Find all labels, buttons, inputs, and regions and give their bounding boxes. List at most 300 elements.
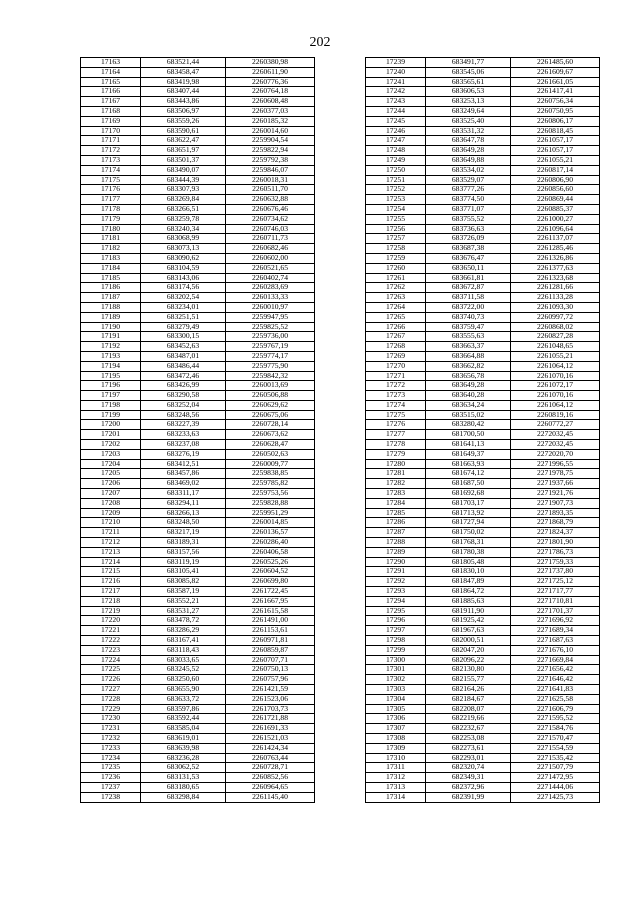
table-row bbox=[81, 410, 315, 420]
point-number-cell: 17201 bbox=[81, 430, 141, 440]
point-number-cell: 17228 bbox=[81, 694, 141, 704]
x-coordinate-cell: 683647,78 bbox=[426, 136, 511, 146]
point-number-cell: 17259 bbox=[366, 253, 426, 263]
y-coordinate-cell: 2261064,12 bbox=[511, 400, 600, 410]
y-coordinate-cell: 2261721,88 bbox=[226, 714, 315, 724]
point-number-cell: 17205 bbox=[81, 469, 141, 479]
table-row bbox=[366, 342, 600, 352]
point-number-cell: 17262 bbox=[366, 283, 426, 293]
point-number-cell: 17245 bbox=[366, 116, 426, 126]
point-number-cell: 17268 bbox=[366, 342, 426, 352]
point-number-cell: 17263 bbox=[366, 293, 426, 303]
table-row bbox=[366, 97, 600, 107]
x-coordinate-cell: 683240,34 bbox=[141, 224, 226, 234]
y-coordinate-cell: 2261523,06 bbox=[226, 694, 315, 704]
y-coordinate-cell: 2260750,13 bbox=[226, 665, 315, 675]
y-coordinate-cell: 2260014,60 bbox=[226, 126, 315, 136]
table-row bbox=[81, 185, 315, 195]
x-coordinate-cell: 683726,09 bbox=[426, 234, 511, 244]
x-coordinate-cell: 683068,99 bbox=[141, 234, 226, 244]
point-number-cell: 17207 bbox=[81, 489, 141, 499]
point-number-cell: 17303 bbox=[366, 685, 426, 695]
table-row bbox=[81, 724, 315, 734]
y-coordinate-cell: 2271725,12 bbox=[511, 577, 600, 587]
y-coordinate-cell: 2260521,65 bbox=[226, 263, 315, 273]
x-coordinate-cell: 681703,17 bbox=[426, 498, 511, 508]
x-coordinate-cell: 683525,40 bbox=[426, 116, 511, 126]
table-row bbox=[366, 77, 600, 87]
point-number-cell: 17172 bbox=[81, 146, 141, 156]
y-coordinate-cell: 2261485,60 bbox=[511, 58, 600, 68]
y-coordinate-cell: 2260525,26 bbox=[226, 557, 315, 567]
y-coordinate-cell: 2259947,95 bbox=[226, 312, 315, 322]
table-row bbox=[81, 420, 315, 430]
table-row bbox=[366, 391, 600, 401]
y-coordinate-cell: 2261057,17 bbox=[511, 136, 600, 146]
x-coordinate-cell: 683174,56 bbox=[141, 283, 226, 293]
table-row bbox=[366, 204, 600, 214]
y-coordinate-cell: 2260009,77 bbox=[226, 459, 315, 469]
x-coordinate-cell: 683286,29 bbox=[141, 626, 226, 636]
table-row bbox=[366, 165, 600, 175]
y-coordinate-cell: 2261661,05 bbox=[511, 77, 600, 87]
x-coordinate-cell: 683490,07 bbox=[141, 165, 226, 175]
x-coordinate-cell: 683458,47 bbox=[141, 67, 226, 77]
y-coordinate-cell: 2261417,41 bbox=[511, 87, 600, 97]
x-coordinate-cell: 683687,38 bbox=[426, 244, 511, 254]
y-coordinate-cell: 2261096,64 bbox=[511, 224, 600, 234]
table-row bbox=[366, 538, 600, 548]
y-coordinate-cell: 2261521,03 bbox=[226, 733, 315, 743]
table-row bbox=[366, 714, 600, 724]
table-row bbox=[366, 498, 600, 508]
x-coordinate-cell: 683104,59 bbox=[141, 263, 226, 273]
x-coordinate-cell: 681768,31 bbox=[426, 538, 511, 548]
point-number-cell: 17253 bbox=[366, 195, 426, 205]
x-coordinate-cell: 681805,48 bbox=[426, 557, 511, 567]
x-coordinate-cell: 681674,12 bbox=[426, 469, 511, 479]
table-row bbox=[366, 763, 600, 773]
x-coordinate-cell: 683237,08 bbox=[141, 440, 226, 450]
x-coordinate-cell: 683279,49 bbox=[141, 322, 226, 332]
x-coordinate-cell: 683777,26 bbox=[426, 185, 511, 195]
y-coordinate-cell: 2271786,73 bbox=[511, 547, 600, 557]
y-coordinate-cell: 2260756,34 bbox=[511, 97, 600, 107]
x-coordinate-cell: 682000,51 bbox=[426, 636, 511, 646]
y-coordinate-cell: 2259828,88 bbox=[226, 498, 315, 508]
x-coordinate-cell: 683651,97 bbox=[141, 146, 226, 156]
point-number-cell: 17167 bbox=[81, 97, 141, 107]
point-number-cell: 17279 bbox=[366, 449, 426, 459]
table-row bbox=[81, 655, 315, 665]
x-coordinate-cell: 683131,53 bbox=[141, 773, 226, 783]
y-coordinate-cell: 2260283,69 bbox=[226, 283, 315, 293]
point-number-cell: 17175 bbox=[81, 175, 141, 185]
table-row bbox=[81, 146, 315, 156]
table-row bbox=[81, 753, 315, 763]
y-coordinate-cell: 2259736,00 bbox=[226, 332, 315, 342]
y-coordinate-cell: 2260764,18 bbox=[226, 87, 315, 97]
point-number-cell: 17222 bbox=[81, 636, 141, 646]
table-row bbox=[81, 763, 315, 773]
y-coordinate-cell: 2260604,52 bbox=[226, 567, 315, 577]
y-coordinate-cell: 2260734,62 bbox=[226, 214, 315, 224]
point-number-cell: 17174 bbox=[81, 165, 141, 175]
y-coordinate-cell: 2260675,06 bbox=[226, 410, 315, 420]
table-row bbox=[366, 185, 600, 195]
table-row bbox=[366, 430, 600, 440]
y-coordinate-cell: 2261137,07 bbox=[511, 234, 600, 244]
x-coordinate-cell: 681649,37 bbox=[426, 449, 511, 459]
table-row bbox=[366, 753, 600, 763]
x-coordinate-cell: 683311,17 bbox=[141, 489, 226, 499]
x-coordinate-cell: 683469,02 bbox=[141, 479, 226, 489]
point-number-cell: 17297 bbox=[366, 626, 426, 636]
point-number-cell: 17229 bbox=[81, 704, 141, 714]
x-coordinate-cell: 683501,37 bbox=[141, 155, 226, 165]
point-number-cell: 17311 bbox=[366, 763, 426, 773]
x-coordinate-cell: 683722,00 bbox=[426, 302, 511, 312]
y-coordinate-cell: 2261057,17 bbox=[511, 146, 600, 156]
point-number-cell: 17246 bbox=[366, 126, 426, 136]
table-row bbox=[366, 332, 600, 342]
y-coordinate-cell: 2271801,90 bbox=[511, 538, 600, 548]
table-row bbox=[81, 538, 315, 548]
point-number-cell: 17257 bbox=[366, 234, 426, 244]
point-number-cell: 17218 bbox=[81, 596, 141, 606]
y-coordinate-cell: 2272032,45 bbox=[511, 430, 600, 440]
y-coordinate-cell: 2271472,95 bbox=[511, 773, 600, 783]
point-number-cell: 17209 bbox=[81, 508, 141, 518]
table-row bbox=[81, 253, 315, 263]
point-number-cell: 17232 bbox=[81, 733, 141, 743]
table-row bbox=[81, 322, 315, 332]
table-row bbox=[81, 626, 315, 636]
y-coordinate-cell: 2271584,76 bbox=[511, 724, 600, 734]
x-coordinate-cell: 683472,46 bbox=[141, 371, 226, 381]
x-coordinate-cell: 683661,81 bbox=[426, 273, 511, 283]
table-row bbox=[366, 312, 600, 322]
table-row bbox=[366, 508, 600, 518]
y-coordinate-cell: 2261323,68 bbox=[511, 273, 600, 283]
point-number-cell: 17280 bbox=[366, 459, 426, 469]
y-coordinate-cell: 2260757,96 bbox=[226, 675, 315, 685]
point-number-cell: 17302 bbox=[366, 675, 426, 685]
table-row bbox=[366, 577, 600, 587]
y-coordinate-cell: 2260817,14 bbox=[511, 165, 600, 175]
point-number-cell: 17214 bbox=[81, 557, 141, 567]
y-coordinate-cell: 2271570,47 bbox=[511, 733, 600, 743]
table-row bbox=[81, 577, 315, 587]
point-number-cell: 17293 bbox=[366, 587, 426, 597]
y-coordinate-cell: 2271535,42 bbox=[511, 753, 600, 763]
x-coordinate-cell: 683249,64 bbox=[426, 106, 511, 116]
y-coordinate-cell: 2260010,97 bbox=[226, 302, 315, 312]
table-row bbox=[81, 273, 315, 283]
point-number-cell: 17277 bbox=[366, 430, 426, 440]
x-coordinate-cell: 683676,47 bbox=[426, 253, 511, 263]
x-coordinate-cell: 682253,08 bbox=[426, 733, 511, 743]
y-coordinate-cell: 2260750,95 bbox=[511, 106, 600, 116]
point-number-cell: 17170 bbox=[81, 126, 141, 136]
x-coordinate-cell: 681911,90 bbox=[426, 606, 511, 616]
y-coordinate-cell: 2260728,71 bbox=[226, 763, 315, 773]
y-coordinate-cell: 2272032,45 bbox=[511, 440, 600, 450]
table-row bbox=[81, 136, 315, 146]
y-coordinate-cell: 2261703,73 bbox=[226, 704, 315, 714]
table-row bbox=[81, 704, 315, 714]
point-number-cell: 17272 bbox=[366, 381, 426, 391]
point-number-cell: 17204 bbox=[81, 459, 141, 469]
x-coordinate-cell: 683180,65 bbox=[141, 782, 226, 792]
y-coordinate-cell: 2259785,82 bbox=[226, 479, 315, 489]
point-number-cell: 17289 bbox=[366, 547, 426, 557]
x-coordinate-cell: 683559,26 bbox=[141, 116, 226, 126]
x-coordinate-cell: 683529,07 bbox=[426, 175, 511, 185]
point-number-cell: 17270 bbox=[366, 361, 426, 371]
table-row bbox=[366, 214, 600, 224]
point-number-cell: 17223 bbox=[81, 645, 141, 655]
y-coordinate-cell: 2260136,57 bbox=[226, 528, 315, 538]
table-row bbox=[366, 479, 600, 489]
table-row bbox=[366, 302, 600, 312]
x-coordinate-cell: 681885,63 bbox=[426, 596, 511, 606]
point-number-cell: 17183 bbox=[81, 253, 141, 263]
table-row bbox=[366, 106, 600, 116]
y-coordinate-cell: 2259767,19 bbox=[226, 342, 315, 352]
point-number-cell: 17290 bbox=[366, 557, 426, 567]
x-coordinate-cell: 681727,94 bbox=[426, 518, 511, 528]
x-coordinate-cell: 682047,20 bbox=[426, 645, 511, 655]
x-coordinate-cell: 682155,77 bbox=[426, 675, 511, 685]
x-coordinate-cell: 683597,86 bbox=[141, 704, 226, 714]
x-coordinate-cell: 683300,15 bbox=[141, 332, 226, 342]
point-number-cell: 17275 bbox=[366, 410, 426, 420]
point-number-cell: 17179 bbox=[81, 214, 141, 224]
y-coordinate-cell: 2259842,32 bbox=[226, 371, 315, 381]
table-row bbox=[366, 792, 600, 802]
y-coordinate-cell: 2271625,58 bbox=[511, 694, 600, 704]
x-coordinate-cell: 682130,80 bbox=[426, 665, 511, 675]
y-coordinate-cell: 2260852,56 bbox=[226, 773, 315, 783]
y-coordinate-cell: 2271641,83 bbox=[511, 685, 600, 695]
table-row bbox=[366, 557, 600, 567]
table-row bbox=[366, 136, 600, 146]
point-number-cell: 17169 bbox=[81, 116, 141, 126]
point-number-cell: 17240 bbox=[366, 67, 426, 77]
x-coordinate-cell: 683251,51 bbox=[141, 312, 226, 322]
table-row bbox=[366, 234, 600, 244]
point-number-cell: 17178 bbox=[81, 204, 141, 214]
point-number-cell: 17192 bbox=[81, 342, 141, 352]
table-row bbox=[81, 459, 315, 469]
y-coordinate-cell: 2260806,17 bbox=[511, 116, 600, 126]
y-coordinate-cell: 2271737,80 bbox=[511, 567, 600, 577]
table-row bbox=[81, 469, 315, 479]
table-row bbox=[366, 587, 600, 597]
y-coordinate-cell: 2261722,45 bbox=[226, 587, 315, 597]
y-coordinate-cell: 2260185,32 bbox=[226, 116, 315, 126]
x-coordinate-cell: 683664,88 bbox=[426, 351, 511, 361]
point-number-cell: 17295 bbox=[366, 606, 426, 616]
x-coordinate-cell: 683119,19 bbox=[141, 557, 226, 567]
y-coordinate-cell: 2261326,86 bbox=[511, 253, 600, 263]
x-coordinate-cell: 683419,98 bbox=[141, 77, 226, 87]
point-number-cell: 17195 bbox=[81, 371, 141, 381]
table-row bbox=[81, 204, 315, 214]
y-coordinate-cell: 2259792,38 bbox=[226, 155, 315, 165]
y-coordinate-cell: 2271717,77 bbox=[511, 587, 600, 597]
x-coordinate-cell: 683487,01 bbox=[141, 351, 226, 361]
point-number-cell: 17254 bbox=[366, 204, 426, 214]
point-number-cell: 17181 bbox=[81, 234, 141, 244]
y-coordinate-cell: 2259825,52 bbox=[226, 322, 315, 332]
y-coordinate-cell: 2271978,75 bbox=[511, 469, 600, 479]
x-coordinate-cell: 683565,61 bbox=[426, 77, 511, 87]
table-row bbox=[366, 626, 600, 636]
x-coordinate-cell: 683606,53 bbox=[426, 87, 511, 97]
table-row bbox=[81, 449, 315, 459]
x-coordinate-cell: 683521,44 bbox=[141, 58, 226, 68]
point-number-cell: 17258 bbox=[366, 244, 426, 254]
x-coordinate-cell: 683250,60 bbox=[141, 675, 226, 685]
x-coordinate-cell: 683085,82 bbox=[141, 577, 226, 587]
y-coordinate-cell: 2260506,88 bbox=[226, 391, 315, 401]
y-coordinate-cell: 2271669,84 bbox=[511, 655, 600, 665]
x-coordinate-cell: 683736,63 bbox=[426, 224, 511, 234]
x-coordinate-cell: 683189,31 bbox=[141, 538, 226, 548]
y-coordinate-cell: 2260511,70 bbox=[226, 185, 315, 195]
x-coordinate-cell: 683167,41 bbox=[141, 636, 226, 646]
table-row bbox=[366, 616, 600, 626]
y-coordinate-cell: 2260997,72 bbox=[511, 312, 600, 322]
table-row bbox=[81, 381, 315, 391]
table-row bbox=[366, 195, 600, 205]
y-coordinate-cell: 2271868,79 bbox=[511, 518, 600, 528]
y-coordinate-cell: 2260711,73 bbox=[226, 234, 315, 244]
table-row bbox=[366, 293, 600, 303]
point-number-cell: 17237 bbox=[81, 782, 141, 792]
y-coordinate-cell: 2271921,76 bbox=[511, 489, 600, 499]
table-row bbox=[81, 733, 315, 743]
point-number-cell: 17188 bbox=[81, 302, 141, 312]
point-number-cell: 17210 bbox=[81, 518, 141, 528]
point-number-cell: 17286 bbox=[366, 518, 426, 528]
x-coordinate-cell: 682208,07 bbox=[426, 704, 511, 714]
table-row bbox=[81, 126, 315, 136]
point-number-cell: 17282 bbox=[366, 479, 426, 489]
table-row bbox=[81, 440, 315, 450]
x-coordinate-cell: 683515,02 bbox=[426, 410, 511, 420]
point-number-cell: 17264 bbox=[366, 302, 426, 312]
x-coordinate-cell: 682096,22 bbox=[426, 655, 511, 665]
y-coordinate-cell: 2260869,44 bbox=[511, 195, 600, 205]
table-row bbox=[81, 743, 315, 753]
y-coordinate-cell: 2271646,42 bbox=[511, 675, 600, 685]
x-coordinate-cell: 683639,98 bbox=[141, 743, 226, 753]
table-row bbox=[366, 685, 600, 695]
y-coordinate-cell: 2260014,85 bbox=[226, 518, 315, 528]
point-number-cell: 17217 bbox=[81, 587, 141, 597]
point-number-cell: 17255 bbox=[366, 214, 426, 224]
x-coordinate-cell: 682164,26 bbox=[426, 685, 511, 695]
table-row bbox=[366, 155, 600, 165]
x-coordinate-cell: 683202,54 bbox=[141, 293, 226, 303]
table-row bbox=[81, 214, 315, 224]
y-coordinate-cell: 2260819,16 bbox=[511, 410, 600, 420]
table-row bbox=[81, 234, 315, 244]
table-row bbox=[81, 195, 315, 205]
x-coordinate-cell: 683143,06 bbox=[141, 273, 226, 283]
x-coordinate-cell: 683245,52 bbox=[141, 665, 226, 675]
x-coordinate-cell: 683552,21 bbox=[141, 596, 226, 606]
point-number-cell: 17234 bbox=[81, 753, 141, 763]
table-row bbox=[81, 87, 315, 97]
y-coordinate-cell: 2260772,27 bbox=[511, 420, 600, 430]
point-number-cell: 17227 bbox=[81, 685, 141, 695]
y-coordinate-cell: 2260859,87 bbox=[226, 645, 315, 655]
point-number-cell: 17197 bbox=[81, 391, 141, 401]
x-coordinate-cell: 683592,44 bbox=[141, 714, 226, 724]
y-coordinate-cell: 2260632,88 bbox=[226, 195, 315, 205]
y-coordinate-cell: 2261491,00 bbox=[226, 616, 315, 626]
y-coordinate-cell: 2260707,71 bbox=[226, 655, 315, 665]
table-row bbox=[366, 567, 600, 577]
table-row bbox=[81, 391, 315, 401]
table-row bbox=[81, 714, 315, 724]
x-coordinate-cell: 683157,56 bbox=[141, 547, 226, 557]
y-coordinate-cell: 2259753,56 bbox=[226, 489, 315, 499]
y-coordinate-cell: 2261609,67 bbox=[511, 67, 600, 77]
table-row bbox=[81, 694, 315, 704]
y-coordinate-cell: 2260818,45 bbox=[511, 126, 600, 136]
y-coordinate-cell: 2271687,63 bbox=[511, 636, 600, 646]
table-row bbox=[366, 547, 600, 557]
point-number-cell: 17166 bbox=[81, 87, 141, 97]
table-row bbox=[366, 675, 600, 685]
x-coordinate-cell: 683073,13 bbox=[141, 244, 226, 254]
table-row bbox=[366, 126, 600, 136]
point-number-cell: 17266 bbox=[366, 322, 426, 332]
table-row bbox=[81, 636, 315, 646]
table-row bbox=[366, 381, 600, 391]
x-coordinate-cell: 683587,19 bbox=[141, 587, 226, 597]
point-number-cell: 17244 bbox=[366, 106, 426, 116]
y-coordinate-cell: 2260611,90 bbox=[226, 67, 315, 77]
page-number: 202 bbox=[309, 35, 331, 50]
x-coordinate-cell: 682349,31 bbox=[426, 773, 511, 783]
point-number-cell: 17305 bbox=[366, 704, 426, 714]
point-number-cell: 17182 bbox=[81, 244, 141, 254]
y-coordinate-cell: 2260629,62 bbox=[226, 400, 315, 410]
x-coordinate-cell: 683298,84 bbox=[141, 792, 226, 802]
point-number-cell: 17291 bbox=[366, 567, 426, 577]
y-coordinate-cell: 2260964,65 bbox=[226, 782, 315, 792]
point-number-cell: 17235 bbox=[81, 763, 141, 773]
x-coordinate-cell: 683486,44 bbox=[141, 361, 226, 371]
point-number-cell: 17242 bbox=[366, 87, 426, 97]
y-coordinate-cell: 2261145,40 bbox=[226, 792, 315, 802]
x-coordinate-cell: 681847,89 bbox=[426, 577, 511, 587]
point-number-cell: 17219 bbox=[81, 606, 141, 616]
point-number-cell: 17265 bbox=[366, 312, 426, 322]
y-coordinate-cell: 2261064,12 bbox=[511, 361, 600, 371]
y-coordinate-cell: 2260402,74 bbox=[226, 273, 315, 283]
x-coordinate-cell: 683590,61 bbox=[141, 126, 226, 136]
y-coordinate-cell: 2260827,28 bbox=[511, 332, 600, 342]
point-number-cell: 17208 bbox=[81, 498, 141, 508]
table-row bbox=[366, 782, 600, 792]
